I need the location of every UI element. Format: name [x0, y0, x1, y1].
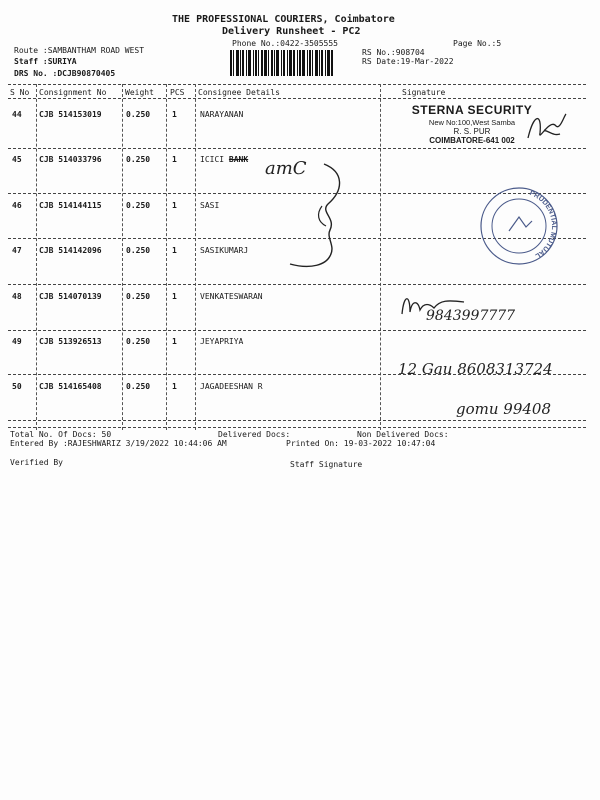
col-divider — [195, 84, 196, 430]
row-consignee: VENKATESWARAN — [200, 292, 263, 301]
entered-by: Entered By :RAJESHWARIZ 3/19/2022 10:44:06 AM — [10, 439, 227, 448]
non-delivered-docs: Non Delivered Docs: — [357, 430, 449, 439]
runsheet-title: Delivery Runsheet - PC2 — [222, 26, 361, 37]
row-sno: 44 — [12, 110, 22, 119]
row-divider — [8, 284, 586, 285]
row-pcs: 1 — [172, 292, 177, 301]
phone-number: Phone No.:0422-3505555 — [232, 39, 338, 48]
printed-on: Printed On: 19-03-2022 10:47:04 — [286, 439, 436, 448]
drs-number: DRS No. :DCJB90870405 — [14, 69, 116, 78]
row-weight: 0.250 — [126, 201, 151, 210]
row-consignment: CJB 514153019 — [39, 110, 102, 119]
company-name: THE PROFESSIONAL COURIERS, Coimbatore — [172, 14, 395, 25]
row-sno: 49 — [12, 337, 22, 346]
barcode — [230, 50, 352, 76]
delivered-docs: Delivered Docs: — [218, 430, 291, 439]
col-divider — [166, 84, 167, 430]
total-docs: Total No. Of Docs: 50 — [10, 430, 112, 439]
col-divider — [380, 84, 381, 430]
row-consignee: SASI — [200, 201, 220, 210]
col-header-signature: Signature — [402, 88, 446, 97]
seal-text: PRUDENTIAL MUTUAL — [528, 189, 558, 260]
stamp-line: New No:100,West Samba — [428, 118, 516, 127]
col-header-pcs: PCS — [170, 88, 185, 97]
col-header-consignee: Consignee Details — [198, 88, 280, 97]
row-sno: 47 — [12, 246, 22, 255]
handwritten-note: gomu 99408 — [456, 400, 552, 418]
row-weight: 0.250 — [126, 337, 151, 346]
row-weight: 0.250 — [126, 246, 151, 255]
company-seal — [476, 183, 562, 269]
stamp-line: R. S. PUR — [453, 127, 491, 136]
col-header-consignment: Consignment No — [39, 88, 107, 97]
row-sno: 45 — [12, 155, 22, 164]
col-header-weight: Weight — [125, 88, 154, 97]
col-header-sno: S No — [10, 88, 30, 97]
table-top-rule — [8, 84, 586, 85]
row-consignment: CJB 514070139 — [39, 292, 102, 301]
col-divider — [36, 84, 37, 430]
row-pcs: 1 — [172, 337, 177, 346]
row-divider — [8, 148, 586, 149]
row-consignment: CJB 514165408 — [39, 382, 102, 391]
staff-label: Staff :SURIYA — [14, 57, 77, 66]
row-consignee: ICICI BANK — [200, 155, 249, 164]
table-bottom-rule — [8, 427, 586, 428]
handwritten-note: 12 Gau 8608313724 — [398, 360, 553, 378]
row-sno: 50 — [12, 382, 22, 391]
row-pcs: 1 — [172, 155, 177, 164]
row-pcs: 1 — [172, 110, 177, 119]
row-consignment: CJB 513926513 — [39, 337, 102, 346]
col-divider — [122, 84, 123, 430]
row-consignment: CJB 514033796 — [39, 155, 102, 164]
handwritten-amc: amC — [265, 158, 307, 179]
rs-number: RS No.:908704 — [362, 48, 425, 57]
route-label: Route :SAMBANTHAM ROAD WEST — [14, 46, 145, 55]
row-consignee: SASIKUMARJ — [200, 246, 249, 255]
row-weight: 0.250 — [126, 292, 151, 301]
row-consignee: NARAYANAN — [200, 110, 244, 119]
row-weight: 0.250 — [126, 110, 151, 119]
table-bottom-rule — [8, 420, 586, 421]
row-consignee: JAGADEESHAN R — [200, 382, 263, 391]
row-consignment: CJB 514144115 — [39, 201, 102, 210]
rs-date: RS Date:19-Mar-2022 — [362, 57, 454, 66]
row-divider — [8, 330, 586, 331]
row-pcs: 1 — [172, 201, 177, 210]
signature-scribble — [282, 160, 352, 275]
signature-scribble — [520, 108, 570, 148]
row-pcs: 1 — [172, 246, 177, 255]
row-sno: 48 — [12, 292, 22, 301]
row-consignee: JEYAPRIYA — [200, 337, 244, 346]
table-header-rule — [8, 98, 586, 99]
row-consignment: CJB 514142096 — [39, 246, 102, 255]
row-weight: 0.250 — [126, 155, 151, 164]
row-pcs: 1 — [172, 382, 177, 391]
stamp-line: COIMBATORE-641 002 — [429, 136, 515, 145]
verified-by: Verified By — [10, 458, 63, 467]
row-sno: 46 — [12, 201, 22, 210]
stamp-line: STERNA SECURITY — [411, 103, 533, 117]
handwritten-phone: 9843997777 — [426, 308, 516, 324]
staff-signature: Staff Signature — [290, 460, 363, 469]
struck-text: BANK — [228, 155, 249, 164]
row-weight: 0.250 — [126, 382, 151, 391]
page-number: Page No.:5 — [453, 39, 502, 48]
